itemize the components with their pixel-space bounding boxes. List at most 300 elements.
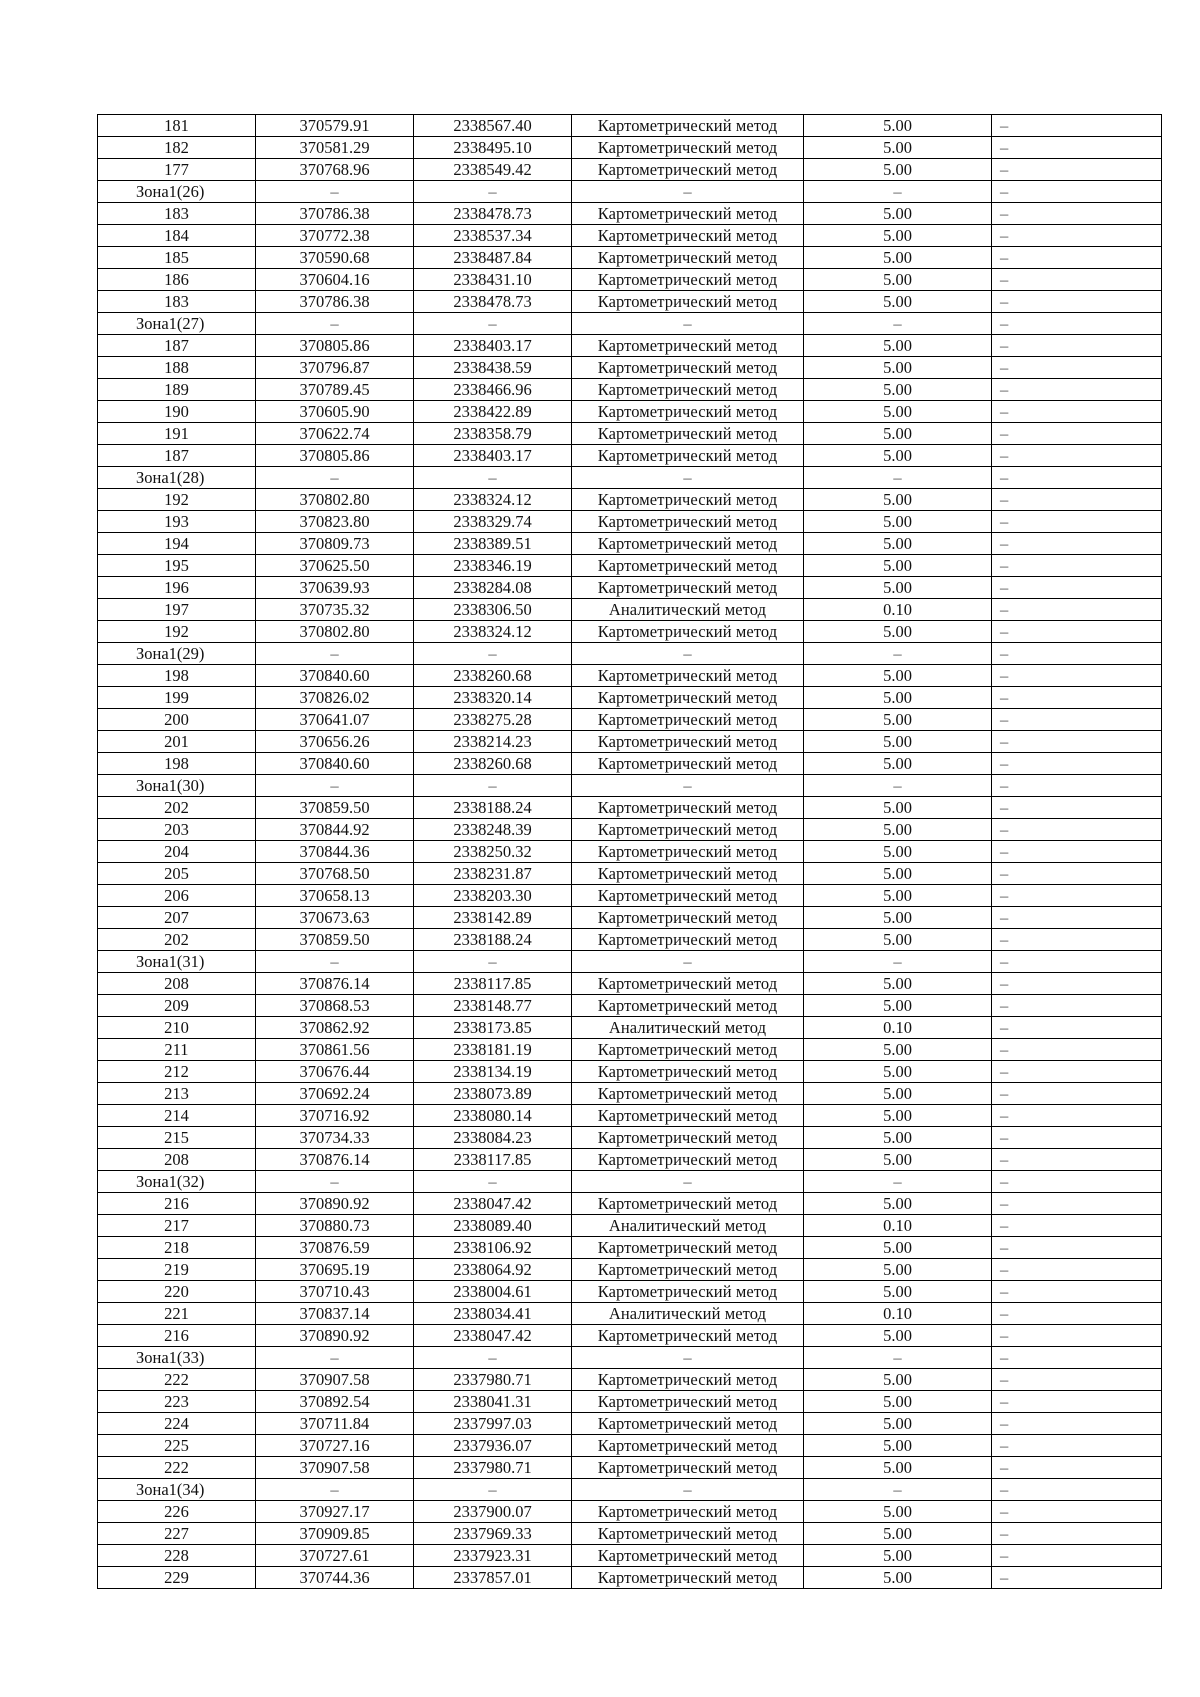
note-cell: –: [992, 1149, 1162, 1171]
table-row: [98, 1435, 1162, 1457]
table-row: [98, 1127, 1162, 1149]
point-number-cell: Зона1(32): [98, 1171, 256, 1193]
x-coordinate-cell: 370840.60: [256, 753, 414, 775]
y-coordinate-cell: –: [414, 643, 572, 665]
y-coordinate-cell: 2338495.10: [414, 137, 572, 159]
note-cell: –: [992, 1325, 1162, 1347]
x-coordinate-cell: 370695.19: [256, 1259, 414, 1281]
y-coordinate-cell: 2338248.39: [414, 819, 572, 841]
point-number-cell: 187: [98, 445, 256, 467]
note-cell: –: [992, 115, 1162, 137]
accuracy-cell: 5.00: [804, 1105, 992, 1127]
table-row: [98, 1501, 1162, 1523]
accuracy-cell: 5.00: [804, 1127, 992, 1149]
table-row: [98, 731, 1162, 753]
note-cell: –: [992, 929, 1162, 951]
point-number-cell: Зона1(30): [98, 775, 256, 797]
point-number-cell: 208: [98, 1149, 256, 1171]
method-cell: Картометрический метод: [572, 1523, 804, 1545]
accuracy-cell: –: [804, 1347, 992, 1369]
accuracy-cell: 5.00: [804, 1523, 992, 1545]
point-number-cell: 198: [98, 753, 256, 775]
accuracy-cell: 5.00: [804, 1259, 992, 1281]
note-cell: –: [992, 1259, 1162, 1281]
x-coordinate-cell: 370711.84: [256, 1413, 414, 1435]
point-number-cell: 225: [98, 1435, 256, 1457]
note-cell: –: [992, 533, 1162, 555]
y-coordinate-cell: 2338306.50: [414, 599, 572, 621]
point-number-cell: 191: [98, 423, 256, 445]
method-cell: Картометрический метод: [572, 1127, 804, 1149]
method-cell: Картометрический метод: [572, 907, 804, 929]
y-coordinate-cell: 2338134.19: [414, 1061, 572, 1083]
note-cell: –: [992, 1127, 1162, 1149]
accuracy-cell: 5.00: [804, 225, 992, 247]
method-cell: Картометрический метод: [572, 269, 804, 291]
note-cell: –: [992, 1303, 1162, 1325]
note-cell: –: [992, 467, 1162, 489]
point-number-cell: 202: [98, 797, 256, 819]
point-number-cell: 187: [98, 335, 256, 357]
note-cell: –: [992, 665, 1162, 687]
y-coordinate-cell: 2338173.85: [414, 1017, 572, 1039]
table-row: [98, 995, 1162, 1017]
x-coordinate-cell: –: [256, 775, 414, 797]
table-row: [98, 555, 1162, 577]
note-cell: –: [992, 1567, 1162, 1589]
y-coordinate-cell: 2338080.14: [414, 1105, 572, 1127]
accuracy-cell: 5.00: [804, 1039, 992, 1061]
note-cell: –: [992, 1545, 1162, 1567]
x-coordinate-cell: 370844.92: [256, 819, 414, 841]
note-cell: –: [992, 313, 1162, 335]
accuracy-cell: 5.00: [804, 115, 992, 137]
table-row: [98, 841, 1162, 863]
coordinates-table-body: [98, 115, 1162, 1589]
point-number-cell: 217: [98, 1215, 256, 1237]
point-number-cell: 188: [98, 357, 256, 379]
x-coordinate-cell: 370802.80: [256, 621, 414, 643]
table-row: [98, 247, 1162, 269]
table-row: [98, 973, 1162, 995]
table-row: [98, 511, 1162, 533]
y-coordinate-cell: –: [414, 181, 572, 203]
accuracy-cell: 5.00: [804, 269, 992, 291]
point-number-cell: Зона1(33): [98, 1347, 256, 1369]
table-row: [98, 379, 1162, 401]
y-coordinate-cell: 2338260.68: [414, 753, 572, 775]
point-number-cell: 212: [98, 1061, 256, 1083]
table-row: [98, 137, 1162, 159]
method-cell: –: [572, 643, 804, 665]
accuracy-cell: 5.00: [804, 159, 992, 181]
x-coordinate-cell: 370710.43: [256, 1281, 414, 1303]
point-number-cell: 201: [98, 731, 256, 753]
y-coordinate-cell: 2337980.71: [414, 1369, 572, 1391]
x-coordinate-cell: 370892.54: [256, 1391, 414, 1413]
accuracy-cell: 0.10: [804, 1303, 992, 1325]
x-coordinate-cell: 370735.32: [256, 599, 414, 621]
method-cell: Картометрический метод: [572, 819, 804, 841]
method-cell: –: [572, 775, 804, 797]
method-cell: Аналитический метод: [572, 599, 804, 621]
y-coordinate-cell: 2338117.85: [414, 973, 572, 995]
x-coordinate-cell: 370625.50: [256, 555, 414, 577]
note-cell: –: [992, 225, 1162, 247]
accuracy-cell: 5.00: [804, 863, 992, 885]
point-number-cell: 186: [98, 269, 256, 291]
y-coordinate-cell: 2338004.61: [414, 1281, 572, 1303]
accuracy-cell: 5.00: [804, 973, 992, 995]
point-number-cell: 184: [98, 225, 256, 247]
y-coordinate-cell: 2338537.34: [414, 225, 572, 247]
accuracy-cell: 5.00: [804, 445, 992, 467]
method-cell: Картометрический метод: [572, 555, 804, 577]
y-coordinate-cell: 2338320.14: [414, 687, 572, 709]
accuracy-cell: 5.00: [804, 555, 992, 577]
table-row: [98, 533, 1162, 555]
point-number-cell: 229: [98, 1567, 256, 1589]
y-coordinate-cell: 2338064.92: [414, 1259, 572, 1281]
point-number-cell: 208: [98, 973, 256, 995]
point-number-cell: 190: [98, 401, 256, 423]
method-cell: Картометрический метод: [572, 159, 804, 181]
x-coordinate-cell: 370796.87: [256, 357, 414, 379]
note-cell: –: [992, 203, 1162, 225]
accuracy-cell: 5.00: [804, 1391, 992, 1413]
x-coordinate-cell: 370727.61: [256, 1545, 414, 1567]
y-coordinate-cell: 2338389.51: [414, 533, 572, 555]
point-number-cell: 216: [98, 1193, 256, 1215]
y-coordinate-cell: 2338358.79: [414, 423, 572, 445]
x-coordinate-cell: 370727.16: [256, 1435, 414, 1457]
accuracy-cell: 5.00: [804, 1061, 992, 1083]
x-coordinate-cell: –: [256, 643, 414, 665]
note-cell: –: [992, 511, 1162, 533]
note-cell: –: [992, 445, 1162, 467]
note-cell: –: [992, 599, 1162, 621]
note-cell: –: [992, 643, 1162, 665]
note-cell: –: [992, 577, 1162, 599]
y-coordinate-cell: 2338324.12: [414, 489, 572, 511]
point-number-cell: 192: [98, 621, 256, 643]
point-number-cell: 177: [98, 159, 256, 181]
note-cell: –: [992, 775, 1162, 797]
x-coordinate-cell: 370716.92: [256, 1105, 414, 1127]
y-coordinate-cell: 2337969.33: [414, 1523, 572, 1545]
accuracy-cell: 5.00: [804, 621, 992, 643]
y-coordinate-cell: 2338041.31: [414, 1391, 572, 1413]
x-coordinate-cell: 370859.50: [256, 929, 414, 951]
y-coordinate-cell: 2338117.85: [414, 1149, 572, 1171]
table-row: [98, 907, 1162, 929]
y-coordinate-cell: 2338089.40: [414, 1215, 572, 1237]
method-cell: Картометрический метод: [572, 1061, 804, 1083]
note-cell: –: [992, 797, 1162, 819]
note-cell: –: [992, 1171, 1162, 1193]
note-cell: –: [992, 247, 1162, 269]
table-row: [98, 753, 1162, 775]
x-coordinate-cell: 370805.86: [256, 335, 414, 357]
point-number-cell: Зона1(31): [98, 951, 256, 973]
x-coordinate-cell: –: [256, 951, 414, 973]
table-row: [98, 1215, 1162, 1237]
point-number-cell: 193: [98, 511, 256, 533]
x-coordinate-cell: 370805.86: [256, 445, 414, 467]
method-cell: Картометрический метод: [572, 753, 804, 775]
point-number-cell: 198: [98, 665, 256, 687]
x-coordinate-cell: 370656.26: [256, 731, 414, 753]
zone-header-row: [98, 1171, 1162, 1193]
method-cell: Аналитический метод: [572, 1215, 804, 1237]
table-row: [98, 1391, 1162, 1413]
point-number-cell: 181: [98, 115, 256, 137]
accuracy-cell: 5.00: [804, 1083, 992, 1105]
x-coordinate-cell: 370590.68: [256, 247, 414, 269]
y-coordinate-cell: 2338324.12: [414, 621, 572, 643]
method-cell: Картометрический метод: [572, 1545, 804, 1567]
point-number-cell: 211: [98, 1039, 256, 1061]
note-cell: –: [992, 731, 1162, 753]
method-cell: Картометрический метод: [572, 533, 804, 555]
accuracy-cell: 0.10: [804, 599, 992, 621]
method-cell: –: [572, 1479, 804, 1501]
accuracy-cell: 5.00: [804, 1193, 992, 1215]
point-number-cell: 199: [98, 687, 256, 709]
method-cell: Картометрический метод: [572, 841, 804, 863]
x-coordinate-cell: 370909.85: [256, 1523, 414, 1545]
point-number-cell: 195: [98, 555, 256, 577]
method-cell: Картометрический метод: [572, 687, 804, 709]
note-cell: –: [992, 907, 1162, 929]
method-cell: Картометрический метод: [572, 357, 804, 379]
x-coordinate-cell: –: [256, 1479, 414, 1501]
y-coordinate-cell: –: [414, 313, 572, 335]
x-coordinate-cell: 370768.96: [256, 159, 414, 181]
y-coordinate-cell: 2338329.74: [414, 511, 572, 533]
method-cell: –: [572, 951, 804, 973]
method-cell: Картометрический метод: [572, 1325, 804, 1347]
point-number-cell: 216: [98, 1325, 256, 1347]
point-number-cell: 224: [98, 1413, 256, 1435]
table-row: [98, 115, 1162, 137]
accuracy-cell: 5.00: [804, 357, 992, 379]
note-cell: –: [992, 1105, 1162, 1127]
table-row: [98, 203, 1162, 225]
method-cell: Картометрический метод: [572, 1457, 804, 1479]
table-row: [98, 1303, 1162, 1325]
point-number-cell: 204: [98, 841, 256, 863]
y-coordinate-cell: 2337980.71: [414, 1457, 572, 1479]
table-row: [98, 1017, 1162, 1039]
note-cell: –: [992, 401, 1162, 423]
method-cell: Картометрический метод: [572, 1391, 804, 1413]
point-number-cell: 210: [98, 1017, 256, 1039]
accuracy-cell: 5.00: [804, 885, 992, 907]
y-coordinate-cell: –: [414, 1479, 572, 1501]
note-cell: –: [992, 555, 1162, 577]
method-cell: Картометрический метод: [572, 1259, 804, 1281]
point-number-cell: 185: [98, 247, 256, 269]
accuracy-cell: 0.10: [804, 1017, 992, 1039]
y-coordinate-cell: 2338148.77: [414, 995, 572, 1017]
x-coordinate-cell: 370826.02: [256, 687, 414, 709]
point-number-cell: 207: [98, 907, 256, 929]
x-coordinate-cell: 370658.13: [256, 885, 414, 907]
method-cell: Картометрический метод: [572, 137, 804, 159]
note-cell: –: [992, 995, 1162, 1017]
note-cell: –: [992, 1347, 1162, 1369]
accuracy-cell: 5.00: [804, 731, 992, 753]
zone-header-row: [98, 643, 1162, 665]
note-cell: –: [992, 1457, 1162, 1479]
table-row: [98, 291, 1162, 313]
note-cell: –: [992, 181, 1162, 203]
accuracy-cell: 5.00: [804, 379, 992, 401]
x-coordinate-cell: 370622.74: [256, 423, 414, 445]
point-number-cell: 214: [98, 1105, 256, 1127]
y-coordinate-cell: 2338260.68: [414, 665, 572, 687]
y-coordinate-cell: 2338431.10: [414, 269, 572, 291]
point-number-cell: 192: [98, 489, 256, 511]
x-coordinate-cell: –: [256, 467, 414, 489]
y-coordinate-cell: 2338567.40: [414, 115, 572, 137]
table-row: [98, 1105, 1162, 1127]
method-cell: Картометрический метод: [572, 1237, 804, 1259]
method-cell: Картометрический метод: [572, 797, 804, 819]
note-cell: –: [992, 1391, 1162, 1413]
method-cell: Картометрический метод: [572, 995, 804, 1017]
accuracy-cell: –: [804, 1171, 992, 1193]
point-number-cell: 182: [98, 137, 256, 159]
y-coordinate-cell: 2338106.92: [414, 1237, 572, 1259]
y-coordinate-cell: 2338231.87: [414, 863, 572, 885]
y-coordinate-cell: 2337936.07: [414, 1435, 572, 1457]
table-row: [98, 401, 1162, 423]
accuracy-cell: 5.00: [804, 797, 992, 819]
note-cell: –: [992, 1215, 1162, 1237]
method-cell: Картометрический метод: [572, 577, 804, 599]
x-coordinate-cell: 370844.36: [256, 841, 414, 863]
method-cell: Аналитический метод: [572, 1017, 804, 1039]
method-cell: Картометрический метод: [572, 1039, 804, 1061]
note-cell: –: [992, 159, 1162, 181]
accuracy-cell: 5.00: [804, 423, 992, 445]
point-number-cell: 200: [98, 709, 256, 731]
note-cell: –: [992, 379, 1162, 401]
accuracy-cell: 5.00: [804, 247, 992, 269]
note-cell: –: [992, 1061, 1162, 1083]
point-number-cell: 222: [98, 1457, 256, 1479]
method-cell: Картометрический метод: [572, 1105, 804, 1127]
y-coordinate-cell: 2338478.73: [414, 203, 572, 225]
method-cell: Картометрический метод: [572, 1281, 804, 1303]
x-coordinate-cell: 370840.60: [256, 665, 414, 687]
table-row: [98, 599, 1162, 621]
y-coordinate-cell: –: [414, 467, 572, 489]
method-cell: Аналитический метод: [572, 1303, 804, 1325]
table-row: [98, 335, 1162, 357]
accuracy-cell: 5.00: [804, 489, 992, 511]
accuracy-cell: 5.00: [804, 291, 992, 313]
table-row: [98, 797, 1162, 819]
accuracy-cell: 5.00: [804, 203, 992, 225]
accuracy-cell: 5.00: [804, 665, 992, 687]
method-cell: Картометрический метод: [572, 1435, 804, 1457]
table-row: [98, 819, 1162, 841]
point-number-cell: 221: [98, 1303, 256, 1325]
note-cell: –: [992, 885, 1162, 907]
coordinates-table: [97, 114, 1162, 1589]
table-row: [98, 1061, 1162, 1083]
table-row: [98, 1413, 1162, 1435]
x-coordinate-cell: 370868.53: [256, 995, 414, 1017]
y-coordinate-cell: 2338487.84: [414, 247, 572, 269]
method-cell: Картометрический метод: [572, 621, 804, 643]
note-cell: –: [992, 291, 1162, 313]
note-cell: –: [992, 753, 1162, 775]
zone-header-row: [98, 951, 1162, 973]
point-number-cell: 183: [98, 203, 256, 225]
method-cell: Картометрический метод: [572, 115, 804, 137]
table-row: [98, 885, 1162, 907]
method-cell: Картометрический метод: [572, 1501, 804, 1523]
x-coordinate-cell: 370809.73: [256, 533, 414, 555]
x-coordinate-cell: 370890.92: [256, 1193, 414, 1215]
point-number-cell: Зона1(28): [98, 467, 256, 489]
table-row: [98, 357, 1162, 379]
method-cell: Картометрический метод: [572, 665, 804, 687]
point-number-cell: 197: [98, 599, 256, 621]
x-coordinate-cell: 370604.16: [256, 269, 414, 291]
table-row: [98, 159, 1162, 181]
point-number-cell: 220: [98, 1281, 256, 1303]
method-cell: Картометрический метод: [572, 489, 804, 511]
zone-header-row: [98, 313, 1162, 335]
table-row: [98, 709, 1162, 731]
accuracy-cell: –: [804, 775, 992, 797]
method-cell: Картометрический метод: [572, 1369, 804, 1391]
note-cell: –: [992, 1039, 1162, 1061]
table-row: [98, 225, 1162, 247]
note-cell: –: [992, 1413, 1162, 1435]
zone-header-row: [98, 467, 1162, 489]
point-number-cell: 206: [98, 885, 256, 907]
accuracy-cell: –: [804, 643, 992, 665]
table-row: [98, 1369, 1162, 1391]
note-cell: –: [992, 1523, 1162, 1545]
x-coordinate-cell: 370786.38: [256, 291, 414, 313]
y-coordinate-cell: 2338403.17: [414, 335, 572, 357]
table-row: [98, 1237, 1162, 1259]
accuracy-cell: 5.00: [804, 533, 992, 555]
x-coordinate-cell: 370876.14: [256, 973, 414, 995]
x-coordinate-cell: 370579.91: [256, 115, 414, 137]
method-cell: Картометрический метод: [572, 1149, 804, 1171]
accuracy-cell: 5.00: [804, 1457, 992, 1479]
method-cell: Картометрический метод: [572, 203, 804, 225]
point-number-cell: Зона1(34): [98, 1479, 256, 1501]
method-cell: Картометрический метод: [572, 247, 804, 269]
y-coordinate-cell: 2337900.07: [414, 1501, 572, 1523]
y-coordinate-cell: 2338047.42: [414, 1193, 572, 1215]
y-coordinate-cell: 2338284.08: [414, 577, 572, 599]
table-row: [98, 1325, 1162, 1347]
note-cell: –: [992, 1369, 1162, 1391]
accuracy-cell: 5.00: [804, 335, 992, 357]
note-cell: –: [992, 423, 1162, 445]
point-number-cell: 227: [98, 1523, 256, 1545]
